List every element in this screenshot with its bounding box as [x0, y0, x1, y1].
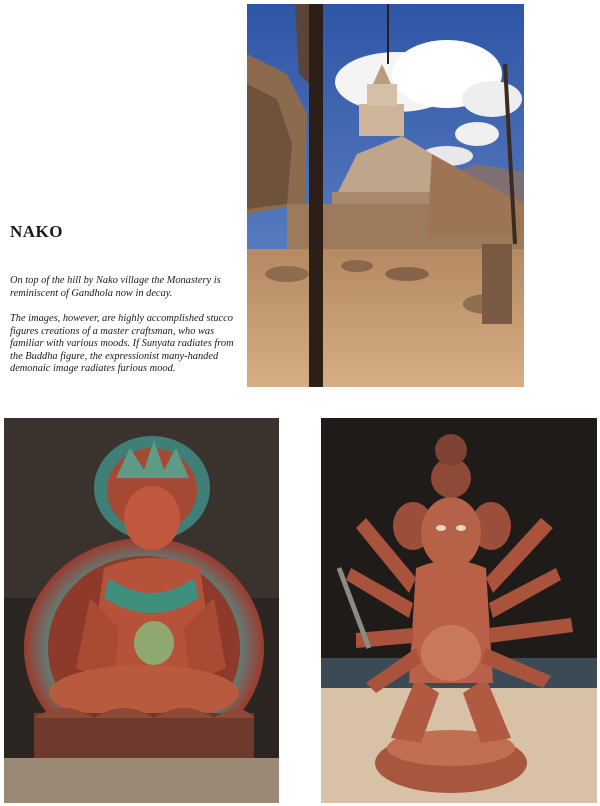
description-paragraph: The images, however, are highly accomplished stucco figures creations of a master craftsman, who was familiar with various moods. If Sunyata radiates from the Buddha figure, the expressionist many-handed demonaic image radiates furious mood.: [10, 313, 234, 375]
stupa-photo: [247, 4, 524, 387]
buddha-illustration: [4, 418, 279, 803]
buddha-figure-photo: [4, 418, 279, 803]
stupa-illustration: [247, 4, 524, 387]
section-heading: NAKO: [10, 222, 63, 241]
demonaic-figure-illustration: [321, 418, 597, 803]
intro-paragraph: On top of the hill by Nako village the Monastery is reminiscent of Gandhola now in decay.: [10, 275, 221, 299]
demonaic-figure-photo: [321, 418, 597, 803]
